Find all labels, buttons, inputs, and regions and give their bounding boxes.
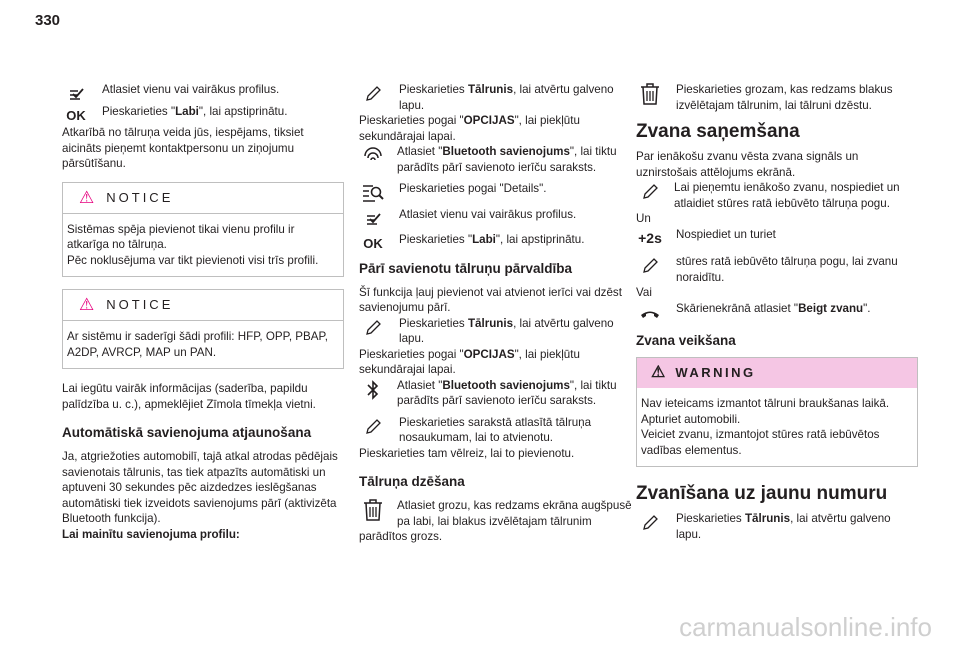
step-confirm-ok: OK Pieskarieties "Labi", lai apstiprinātu.: [359, 232, 641, 248]
watermark: carmanualsonline.info: [679, 612, 932, 642]
pencil-icon: [636, 511, 664, 535]
trash-icon: [636, 82, 664, 106]
bluetooth-connection-icon: [359, 144, 387, 168]
step-select-profiles: Atlasiet vienu vai vairākus profilus.: [359, 207, 641, 223]
section-heading: Zvanīšana uz jaunu numuru: [636, 483, 888, 504]
column-1: Atlasiet vienu vai vairākus profilus. OK Pieskarieties "Labi", lai apstiprinātu. Atkarībā no tālruņa veida jūs, iespējams, tiksiet aicināts pieņemt kontaktpersonu un ziņojumu pārsūtīšanu. ⚠ NOTICE Sistēmas spēja pievienot tikai vienu profilu ir atkarīga no tālruņa. Pēc noklusējuma var tikt pievienoti visi trīs profili. ⚠ NOTICE Ar sistēmu ir saderīgi šādi profili: HFP, OPP, PBAP, A2DP, AVRCP, MAP un PAN. Lai iegūtu vairāk informācijas (saderība, papildu palīdzība u. c.), apmeklējiet Zīmola tīmekļa vietni. Automātiskā savienojuma atjaunošana Ja, atgriežoties automobilī, tajā atkal atrodas pēdējais savienotais tālrunis, tas tiek atpazīts automātiski un aptuveni 30 sekundes pēc aizdedzes ieslēgšanas automātiski tiek izveidots savienojums pārī (aktivizēta Bluetooth funkcija). Lai mainītu savienojuma profilu:: [62, 82, 344, 550]
section-heading: Zvana veikšana: [636, 333, 736, 348]
page-number: 330: [35, 12, 61, 29]
step-confirm-ok: OK Pieskarieties "Labi", lai apstiprinātu.: [62, 104, 344, 120]
paragraph: Lai iegūtu vairāk informācijas (saderība, papildu palīdzība u. c.), apmeklējiet Zīmola tīmekļa vietni.: [62, 382, 316, 411]
step-end-call: Skārienekrānā atlasiet "Beigt zvanu".: [636, 301, 918, 317]
ok-icon: OK: [66, 107, 86, 123]
pencil-icon: [636, 254, 664, 278]
pencil-icon: [359, 316, 387, 340]
step-accept-call: Lai pieņemtu ienākošo zvanu, nospiediet un atlaidiet stūres ratā iebūvēto tālruņa pogu.: [636, 180, 918, 211]
warning-triangle-icon: ⚠: [79, 187, 95, 207]
step-press-hold: +2s Nospiediet un turiet: [636, 227, 918, 243]
warning-triangle-icon: ⚠: [79, 295, 95, 315]
notice-box: ⚠ NOTICE Sistēmas spēja pievienot tikai vienu profilu ir atkarīga no tālruņa. Pēc noklusējuma var tikt pievienoti visi trīs profili.: [62, 182, 344, 278]
step-details: Pieskarieties pogai "Details".: [359, 181, 641, 197]
checkbox-select-icon: [62, 82, 90, 106]
step-open-phone: Pieskarieties Tālrunis, lai atvērtu galveno lapu.: [636, 511, 918, 542]
step-bluetooth-connection: Atlasiet "Bluetooth savienojums", lai tiktu parādīts pārī savienoto ierīču saraksts.: [359, 378, 641, 409]
paragraph: Šī funkcija ļauj pievienot vai atvienot ierīci vai dzēst savienojumu pārī.: [359, 285, 622, 314]
step-bluetooth-connection: Atlasiet "Bluetooth savienojums", lai tiktu parādīts pārī savienoto ierīču saraksts.: [359, 144, 641, 175]
paragraph: Par ienākošu zvanu vēsta zvana signāls un uznirstošais attēlojums ekrānā.: [636, 150, 859, 179]
trash-icon: [359, 498, 387, 522]
step-delete-phone: Pieskarieties grozam, kas redzams blakus izvēlētajam tālrunim, lai tālruni dzēstu.: [636, 82, 918, 113]
section-heading: Zvana saņemšana: [636, 121, 800, 142]
checkbox-select-icon: [359, 207, 387, 231]
details-search-icon: [359, 181, 387, 205]
hang-up-icon: [636, 301, 664, 325]
section-heading: Pārī savienotu tālruņu pārvaldība: [359, 260, 573, 276]
warning-triangle-icon: ⚠: [651, 364, 666, 382]
step-trash: Atlasiet grozu, kas redzams ekrāna augšpusē pa labi, lai blakus izvēlētajam tālrunim parādītos grozs.: [359, 499, 632, 543]
warning-box: ⚠ WARNING Nav ieteicams izmantot tālruni braukšanas laikā. Apturiet automobili. Veiciet zvanu, izmantojot stūres ratā iebūvētos vadības elementus.: [636, 357, 918, 467]
step-select-profiles: Atlasiet vienu vai vairākus profilus.: [62, 82, 344, 98]
paragraph: Atkarībā no tālruņa veida jūs, iespējams, tiksiet aicināts pieņemt kontaktpersonu un ziņojumu pārsūtīšanu.: [62, 126, 304, 170]
press-hold-2s-icon: +2s: [638, 229, 662, 246]
section-heading: Tālruņa dzēšana: [359, 474, 465, 489]
pencil-icon: [359, 415, 387, 439]
step-disconnect: Pieskarieties sarakstā atlasītā tālruņa nosaukumam, lai to atvienotu.: [359, 415, 641, 446]
bluetooth-icon: [359, 378, 387, 402]
ok-icon: OK: [363, 236, 383, 252]
column-2: Pieskarieties Tālrunis, lai atvērtu galveno lapu. Pieskarieties pogai "OPCIJAS", lai piekļūtu sekundārajai lapai. Atlasiet "Bluetooth savienojums", lai tiktu parādīts pārī savienoto ierīču saraksts. Pieskarieties pogai "Details". Atlasiet vienu vai vairākus profilus. OK Pieskarieties "Labi", lai apstiprinātu. Pārī savienotu tālruņu pārvaldība Šī funkcija ļauj pievienot vai atvienot ierīci vai dzēst savienojumu pārī. Pieskarieties Tālrunis, lai atvērtu galveno lapu. Pieskarieties pogai "OPCIJAS", lai piekļūtu sekundārajai lapai. Atlasiet "Bluetooth savienojums", lai tiktu parādīts pārī savienoto ierīču saraksts. Pieskarieties sarakstā atlasītā tālruņa nosaukumam, lai to atvienotu. Pieskarieties tam vēlreiz, lai to pievienotu. Tālruņa dzēšana Atlasiet grozu, kas redzams ekrāna augšpusē pa labi, lai blakus izvēlētajam tālrunim parādītos grozs.: [359, 82, 641, 551]
step-reject-call: stūres ratā iebūvēto tālruņa pogu, lai zvanu noraidītu.: [636, 254, 918, 285]
column-3: Pieskarieties grozam, kas redzams blakus izvēlētajam tālrunim, lai tālruni dzēstu. Zvana saņemšana Par ienākošu zvanu vēsta zvana signāls un uznirstošais attēlojums ekrānā. Lai pieņemtu ienākošo zvanu, nospiediet un atlaidiet stūres ratā iebūvēto tālruņa pogu. Un +2s Nospiediet un turiet stūres ratā iebūvēto tālruņa pogu, lai zvanu noraidītu. Vai Skārienekrānā atlasiet "Beigt zvanu". Zvana veikšana ⚠ WARNING Nav ieteicams izmantot tālruni braukšanas laikā. Apturiet automobili. Veiciet zvanu, izmantojot stūres ratā iebūvētos vadības elementus. Zvanīšana uz jaunu numuru Pieskarieties Tālrunis, lai atvērtu galveno lapu.: [636, 82, 918, 548]
section-heading: Automātiskā savienojuma atjaunošana: [62, 425, 312, 440]
pencil-icon: [359, 82, 387, 106]
paragraph: Ja, atgriežoties automobilī, tajā atkal atrodas pēdējais savienotais tālrunis, tas tiek atpazīts automātiski un aptuveni 30 sekundes pēc aizdedzes ieslēgšanas automātiski tiek izveidots savienojums pārī (aktivizēta Bluetooth funkcija).: [62, 450, 338, 525]
step-open-phone: Pieskarieties Tālrunis, lai atvērtu galveno lapu.: [359, 316, 641, 347]
pencil-icon: [636, 180, 664, 204]
notice-box: ⚠ NOTICE Ar sistēmu ir saderīgi šādi profili: HFP, OPP, PBAP, A2DP, AVRCP, MAP un PAN.: [62, 289, 344, 369]
step-open-phone: Pieskarieties Tālrunis, lai atvērtu galveno lapu.: [359, 82, 641, 113]
